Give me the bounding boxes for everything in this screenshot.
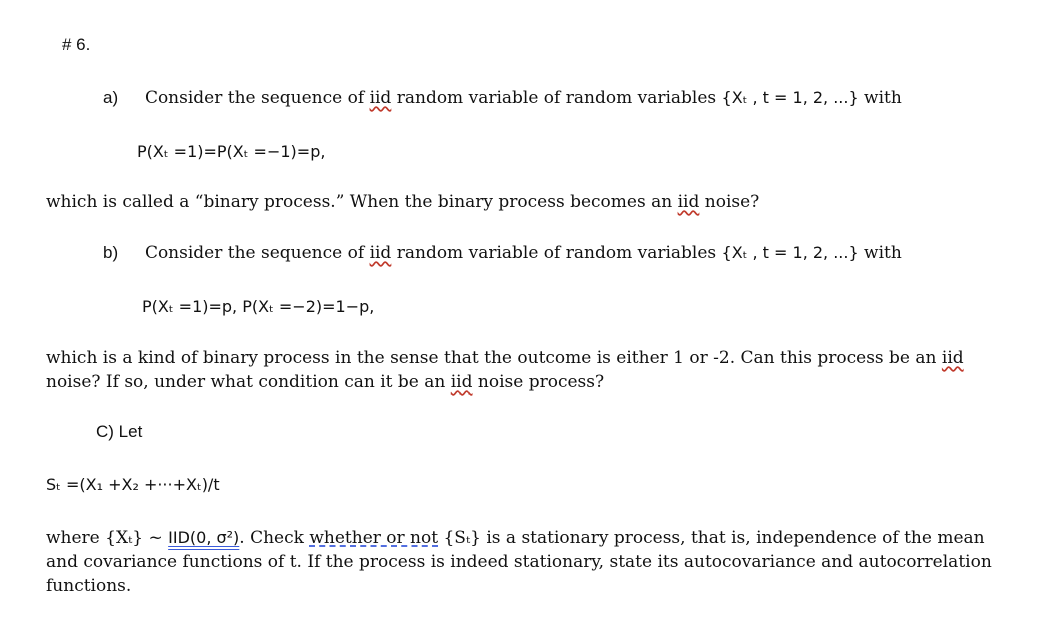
part-a-sequence: {Xₜ , t = 1, 2, ...}: [721, 88, 859, 107]
part-b-mid: random variable of random variables: [391, 243, 722, 263]
part-c-where-line1: [46, 527, 985, 549]
part-a-tail: with: [858, 88, 902, 108]
part-c-formula: Sₜ =(X₁ +X₂ +···+Xₜ)/t: [46, 475, 220, 494]
part-c-where-line3: functions.: [46, 576, 132, 596]
part-b-sequence: {Xₜ , t = 1, 2, ...}: [721, 243, 859, 262]
part-b-followup-iid: iid: [941, 348, 964, 368]
part-a-followup-iid: iid: [677, 192, 700, 212]
part-a-formula: P(Xₜ =1)=P(Xₜ =−1)=p,: [137, 142, 326, 161]
part-a-iid: iid: [369, 88, 392, 108]
part-a-followup: [46, 191, 759, 213]
part-a-mid: random variable of random variables: [391, 88, 722, 108]
part-b-iid: iid: [369, 243, 392, 263]
problem-heading: [62, 34, 90, 56]
part-a-followup-text: which is called a “binary process.” When the binary process becomes an: [46, 192, 678, 212]
part-a-intro: Consider the sequence of: [144, 88, 370, 108]
part-b-followup2-a: noise? If so, under what condition can it be an: [46, 372, 451, 392]
part-a-followup-end: noise?: [699, 192, 760, 212]
part-b-followup-text: which is a kind of binary process in the sense that the outcome is either 1 or -2. Can this process be an: [46, 348, 942, 368]
part-a-statement: [103, 87, 902, 109]
part-c-where-b: . Check: [239, 528, 310, 548]
part-b-marker: b): [103, 243, 119, 262]
part-c-whether: whether or not: [309, 528, 439, 548]
part-b-statement: [103, 242, 902, 264]
part-b-tail: with: [858, 243, 902, 263]
part-b-followup2-iid: iid: [450, 372, 473, 392]
part-b-followup-line2: [46, 371, 604, 393]
part-b-followup-line1: [46, 347, 964, 369]
part-b-followup2-b: noise process?: [472, 372, 605, 392]
problem-number: # 6.: [62, 35, 91, 54]
part-c-where-line2: and covariance functions of t. If the process is indeed stationary, state its autocovariance and autocorrelation: [46, 552, 992, 572]
part-b-formula: P(Xₜ =1)=p, P(Xₜ =−2)=1−p,: [142, 297, 375, 316]
part-b-intro: Consider the sequence of: [144, 243, 370, 263]
part-a-marker: a): [103, 88, 119, 107]
part-c-where-a: where {Xₜ} ~: [46, 528, 169, 548]
part-c-iid-distribution: IID(0, σ²): [168, 528, 240, 547]
part-c-marker: C) Let: [96, 422, 143, 441]
part-c-where-c: {Sₜ} is a stationary process, that is, independence of the mean: [438, 528, 985, 548]
